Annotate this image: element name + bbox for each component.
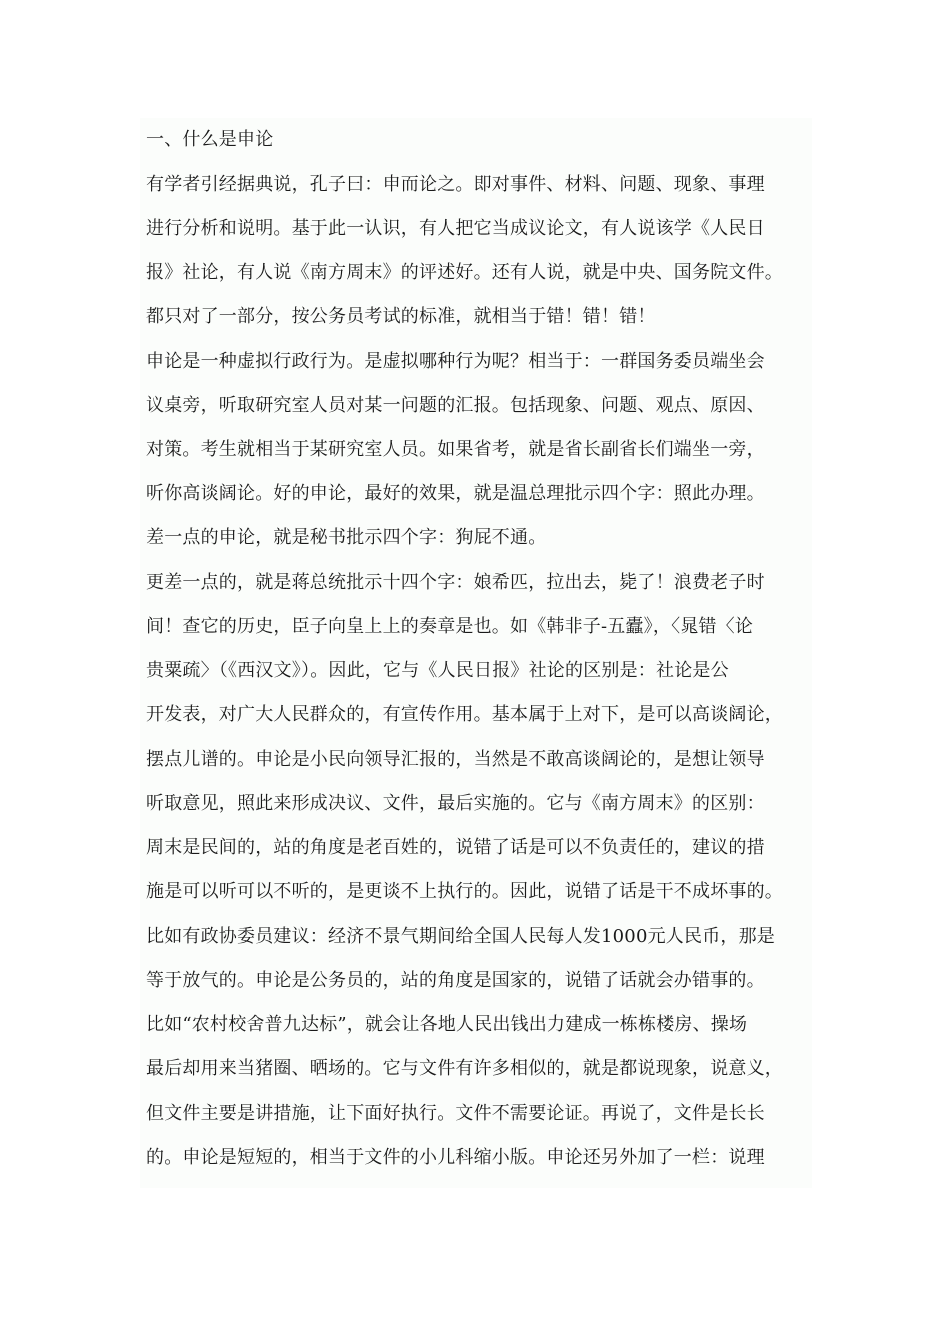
paragraph-line: 议桌旁，听取研究室人员对某一问题的汇报。包括现象、问题、观点、原因、 <box>146 395 765 416</box>
paragraph-line: 比如有政协委员建议：经济不景气期间给全国人民每人发1000元人民币，那是 <box>146 926 776 947</box>
paragraph-line: 但文件主要是讲措施，让下面好执行。文件不需要论证。再说了，文件是长长 <box>146 1103 765 1124</box>
paragraph-line: 周末是民间的，站的角度是老百姓的，说错了话是可以不负责任的，建议的措 <box>146 837 765 858</box>
paragraph-line: 最后却用来当猪圈、晒场的。它与文件有许多相似的，就是都说现象，说意义， <box>146 1058 783 1079</box>
paragraph-line: 比如“农村校舍普九达标”，就会让各地人民出钱出力建成一栋栋楼房、操场 <box>146 1014 748 1035</box>
paragraph-line: 差一点的申论，就是秘书批示四个字：狗屁不通。 <box>146 527 547 548</box>
paragraph-line: 间！查它的历史，臣子向皇上上的奏章是也。如《韩非子-五蠹》，〈晁错〈论 <box>146 616 754 637</box>
paragraph-line: 等于放气的。申论是公务员的，站的角度是国家的，说错了话就会办错事的。 <box>146 970 765 991</box>
paragraph-line: 进行分析和说明。基于此一认识，有人把它当成议论文，有人说该学《人民日 <box>146 218 765 239</box>
paragraph-line: 申论是一种虚拟行政行为。是虚拟哪种行为呢？相当于：一群国务委员端坐会 <box>146 351 765 372</box>
heading-what-is-shenlun: 一、什么是申论 <box>146 129 274 150</box>
paragraph-line: 施是可以听可以不听的，是更谈不上执行的。因此，说错了话是干不成坏事的。 <box>146 881 783 902</box>
paragraph-line: 都只对了一部分，按公务员考试的标准，就相当于错！错！错！ <box>146 306 656 327</box>
paragraph-line: 对策。考生就相当于某研究室人员。如果省考，就是省长副省长们端坐一旁， <box>146 439 765 460</box>
paragraph-line: 听取意见，照此来形成决议、文件，最后实施的。它与《南方周末》的区别： <box>146 793 765 814</box>
paragraph-line: 贵粟疏〉（《西汉文》）。因此，它与《人民日报》社论的区别是：社论是公 <box>146 660 729 681</box>
paragraph-line: 听你高谈阔论。好的申论，最好的效果，就是温总理批示四个字：照此办理。 <box>146 483 765 504</box>
document-body <box>140 118 812 1188</box>
paragraph-line: 的。申论是短短的，相当于文件的小儿科缩小版。申论还另外加了一栏：说理 <box>146 1147 765 1168</box>
paragraph-line: 更差一点的，就是蒋总统批示十四个字：娘希匹，拉出去，毙了！浪费老子时 <box>146 572 765 593</box>
paragraph-line: 摆点儿谱的。申论是小民向领导汇报的，当然是不敢高谈阔论的，是想让领导 <box>146 749 765 770</box>
paragraph-line: 有学者引经据典说，孔子曰：申而论之。即对事件、材料、问题、现象、事理 <box>146 174 765 195</box>
paragraph-line: 报》社论，有人说《南方周末》的评述好。还有人说，就是中央、国务院文件。 <box>146 262 783 283</box>
paragraph-line: 开发表，对广大人民群众的，有宣传作用。基本属于上对下，是可以高谈阔论， <box>146 704 783 725</box>
